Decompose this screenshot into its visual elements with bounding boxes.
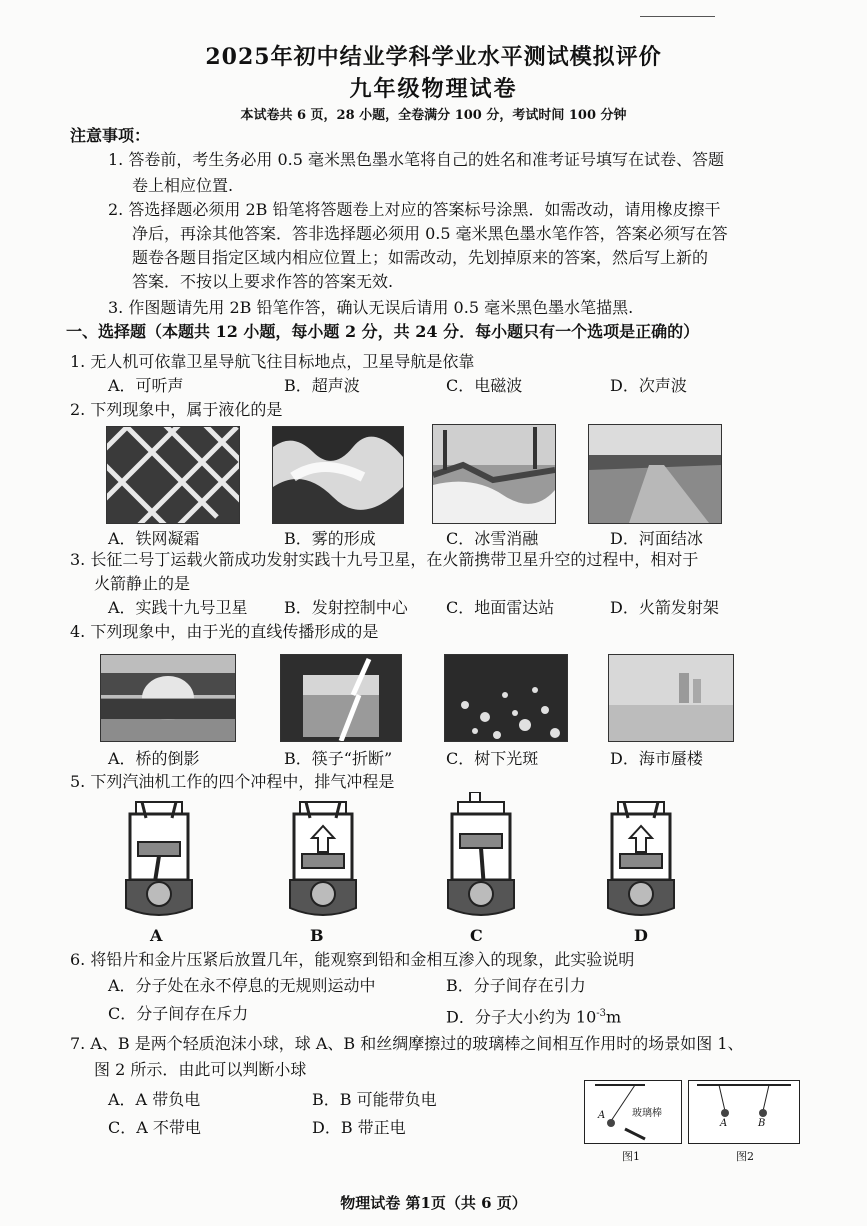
top-rule <box>640 16 715 17</box>
ball-b-label: B <box>758 1118 766 1129</box>
question-stem: 4. 下列现象中，由于光的直线传播形成的是 <box>70 622 379 641</box>
exam-subtitle: 九年级物理试卷 <box>349 76 518 102</box>
figure-1-caption: 图1 <box>622 1150 640 1163</box>
engine-stroke-c-diagram <box>440 792 522 922</box>
notice-line: 1. 答卷前，考生务必用 0.5 毫米黑色墨水笔将自己的姓名和准考证号填写在试卷、答题 <box>108 150 724 169</box>
exponent: -3 <box>596 1008 607 1019</box>
option-d[interactable] <box>446 1004 621 1027</box>
option[interactable]: C．A 不带电 <box>108 1118 201 1137</box>
option[interactable]: A．实践十九号卫星 <box>108 598 248 617</box>
option[interactable]: C．分子间存在斥力 <box>108 1004 249 1023</box>
option[interactable]: C <box>470 926 483 945</box>
engine-stroke-b-diagram <box>282 798 364 922</box>
unit: m <box>606 1007 622 1027</box>
notice-line: 答案．不按以上要求作答的答案无效. <box>132 272 394 291</box>
option[interactable]: C．地面雷达站 <box>446 598 555 617</box>
option[interactable]: B <box>310 926 324 945</box>
page-footer: 物理试卷 第1页（共 6 页） <box>340 1194 527 1212</box>
rod-label: 玻璃棒 <box>632 1108 662 1119</box>
frozen-river-photo <box>588 424 722 524</box>
notice-line: 题卷各题目指定区域内相应位置上；如需改动，先划掉原来的答案，然后写上新的 <box>132 248 709 267</box>
fog-photo <box>272 426 404 524</box>
exam-info: 本试卷共 6 页，28 小题，全卷满分 100 分，考试时间 100 分钟 <box>240 108 627 123</box>
notice-line: 2. 答选择题必须用 2B 铅笔将答题卷上对应的答案标号涂黑．如需改动，请用橡皮擦干 <box>108 200 721 219</box>
option[interactable]: A．分子处在永不停息的无规则运动中 <box>108 976 376 995</box>
option[interactable]: B．分子间存在引力 <box>446 976 586 995</box>
option[interactable]: D <box>634 926 648 945</box>
option[interactable]: C．冰雪消融 <box>446 529 539 548</box>
frost-net-photo <box>106 426 240 524</box>
question-stem: 1. 无人机可依靠卫星导航飞往目标地点，卫星导航是依靠 <box>70 352 475 371</box>
option[interactable]: B．发射控制中心 <box>284 598 408 617</box>
engine-stroke-a-diagram <box>118 798 200 922</box>
option[interactable]: D．次声波 <box>610 376 687 395</box>
option-text: D．分子大小约为 10 <box>446 1007 597 1027</box>
light-spots-photo <box>444 654 568 742</box>
option[interactable]: D．B 带正电 <box>312 1118 406 1137</box>
option[interactable]: C．电磁波 <box>446 376 523 395</box>
option[interactable]: A．可听声 <box>108 376 184 395</box>
question-stem: 图 2 所示．由此可以判断小球 <box>94 1060 307 1079</box>
option[interactable]: D．海市蜃楼 <box>610 749 703 768</box>
section-heading: 一、选择题（本题共 12 小题，每小题 2 分，共 24 分．每小题只有一个选项是正确的） <box>66 322 700 341</box>
question-stem: 7. A、B 是两个轻质泡沫小球，球 A、B 和丝绸摩擦过的玻璃棒之间相互作用时的场景如图 1、 <box>70 1034 744 1053</box>
question-stem: 火箭静止的是 <box>94 574 191 593</box>
option[interactable]: B．雾的形成 <box>284 529 376 548</box>
figure-2-caption: 图2 <box>736 1150 754 1163</box>
question-stem: 5. 下列汽油机工作的四个冲程中，排气冲程是 <box>70 772 395 791</box>
ball-a-label: A <box>598 1110 606 1121</box>
engine-stroke-d-diagram <box>600 798 682 922</box>
exam-title: 2025年初中结业学科学业水平测试模拟评价 <box>205 44 662 70</box>
option[interactable]: B．筷子“折断” <box>284 749 393 768</box>
option[interactable]: D．河面结冰 <box>610 529 703 548</box>
question-stem: 3. 长征二号丁运载火箭成功发射实践十九号卫星，在火箭携带卫星升空的过程中，相对于 <box>70 550 699 569</box>
option[interactable]: D．火箭发射架 <box>610 598 719 617</box>
option[interactable]: A．铁网凝霜 <box>108 529 200 548</box>
option[interactable]: C．树下光斑 <box>446 749 539 768</box>
notice-line: 卷上相应位置. <box>132 176 234 195</box>
option[interactable]: B．B 可能带负电 <box>312 1090 437 1109</box>
option[interactable]: B．超声波 <box>284 376 360 395</box>
question-stem: 6. 将铅片和金片压紧后放置几年，能观察到铅和金相互渗入的现象，此实验说明 <box>70 950 635 969</box>
notice-line: 净后，再涂其他答案．答非选择题必须用 0.5 毫米黑色墨水笔作答，答案必须写在答 <box>132 224 728 243</box>
melting-snow-photo <box>432 424 556 524</box>
option[interactable]: A．桥的倒影 <box>108 749 200 768</box>
notice-heading: 注意事项： <box>70 126 151 145</box>
chopstick-photo <box>280 654 402 742</box>
bridge-reflection-photo <box>100 654 236 742</box>
figure-2 <box>688 1080 800 1144</box>
option[interactable]: A．A 带负电 <box>108 1090 201 1109</box>
option[interactable]: A <box>150 926 163 945</box>
question-stem: 2. 下列现象中，属于液化的是 <box>70 400 283 419</box>
notice-line: 3. 作图题请先用 2B 铅笔作答，确认无误后请用 0.5 毫米黑色墨水笔描黑. <box>108 298 634 317</box>
ball-a-label: A <box>720 1118 728 1129</box>
mirage-photo <box>608 654 734 742</box>
